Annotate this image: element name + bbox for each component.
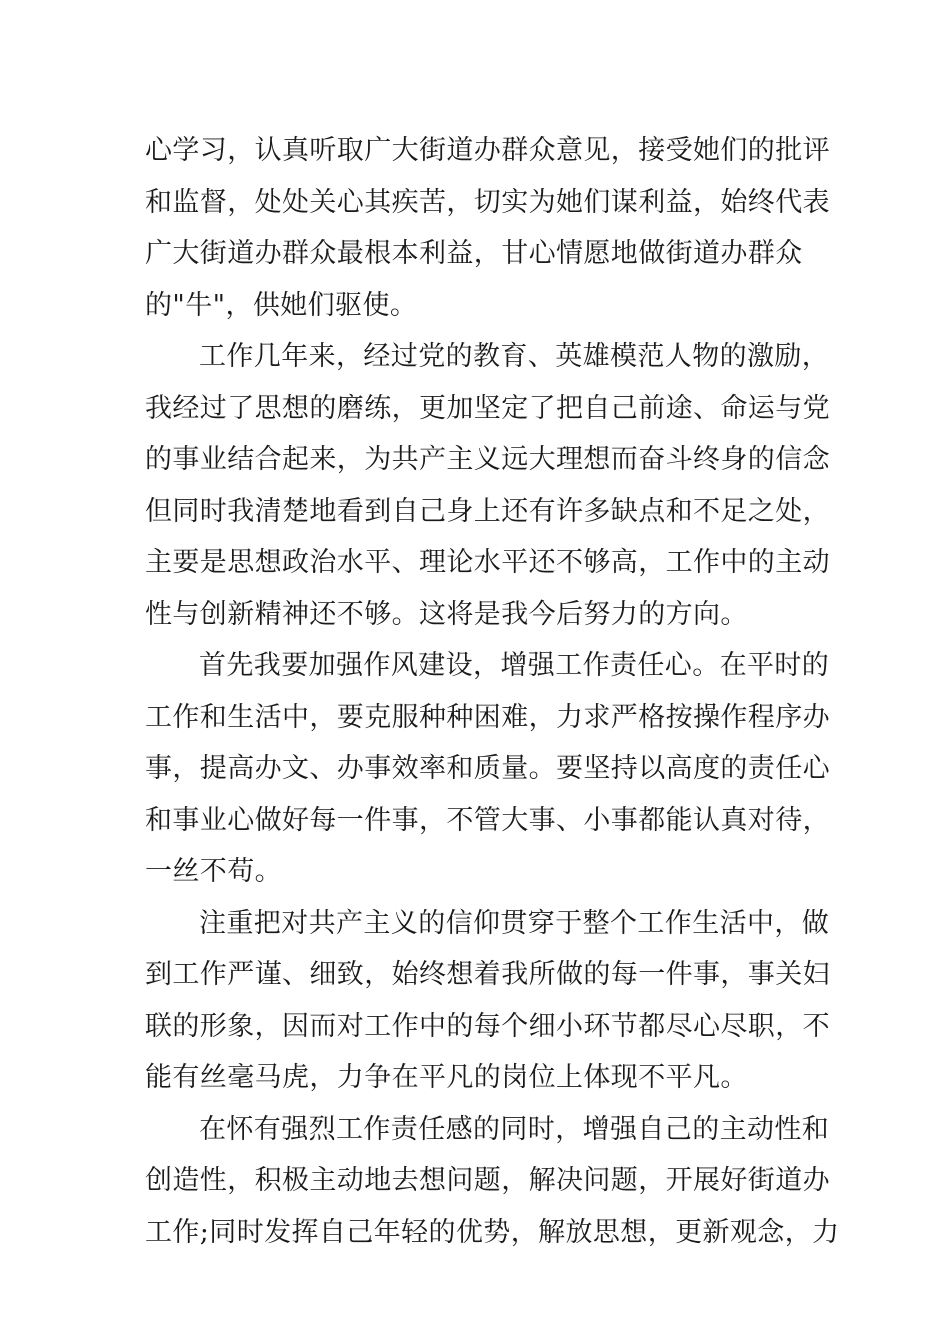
paragraph-2 (145, 331, 830, 640)
paragraph-line: 工作和生活中，要克服种种困难，力求严格按操作程序办 (145, 701, 830, 733)
paragraph-line: 广大街道办群众最根本利益，甘心情愿地做街道办群众 (145, 238, 803, 269)
paragraph-line: 工作几年来，经过党的教育、英雄模范人物的激励， (199, 341, 830, 372)
paragraph-line: 能有丝毫马虎，力争在平凡的岗位上体现不平凡。 (145, 1062, 748, 1093)
paragraph-line: 事，提高办文、办事效率和质量。要坚持以高度的责任心 (145, 753, 830, 784)
paragraph-line: 到工作严谨、细致，始终想着我所做的每一件事，事关妇 (145, 959, 830, 990)
paragraph-line: 但同时我清楚地看到自己身上还有许多缺点和不足之处， (145, 495, 830, 527)
paragraph-3 (145, 640, 830, 898)
paragraph-line: 一丝不苟。 (145, 856, 282, 887)
paragraph-line: 性与创新精神还不够。这将是我今后努力的方向。 (145, 598, 748, 630)
paragraph-line: 的事业结合起来，为共产主义远大理想而奋斗终身的信念 (145, 444, 830, 475)
paragraph-5 (145, 1104, 840, 1259)
document-body (145, 125, 840, 1258)
paragraph-line: 创造性，积极主动地去想问题，解决问题，开展好街道办 (145, 1165, 830, 1196)
paragraph-line: 首先我要加强作风建设，增强工作责任心。在平时的 (199, 650, 830, 681)
paragraph-line: 我经过了思想的磨练，更加坚定了把自己前途、命运与党 (145, 392, 830, 424)
paragraph-line: 心学习，认真听取广大街道办群众意见，接受她们的批评 (145, 135, 830, 166)
paragraph-line: 主要是思想政治水平、理论水平还不够高，工作中的主动 (145, 547, 830, 578)
paragraph-line: 的"牛"，供她们驱使。 (145, 289, 418, 321)
paragraph-line: 工作;同时发挥自己年轻的优势，解放思想，更新观念，力 (145, 1216, 840, 1248)
paragraph-line: 和事业心做好每一件事，不管大事、小事都能认真对待， (145, 804, 830, 836)
paragraph-1 (145, 125, 830, 331)
paragraph-4 (145, 898, 830, 1104)
paragraph-line: 注重把对共产主义的信仰贯穿于整个工作生活中，做 (199, 907, 830, 939)
paragraph-line: 在怀有强烈工作责任感的同时，增强自己的主动性和 (199, 1113, 830, 1145)
paragraph-line: 联的形象，因而对工作中的每个细小环节都尽心尽职，不 (145, 1010, 830, 1042)
paragraph-line: 和监督，处处关心其疾苦，切实为她们谋利益，始终代表 (145, 186, 830, 218)
